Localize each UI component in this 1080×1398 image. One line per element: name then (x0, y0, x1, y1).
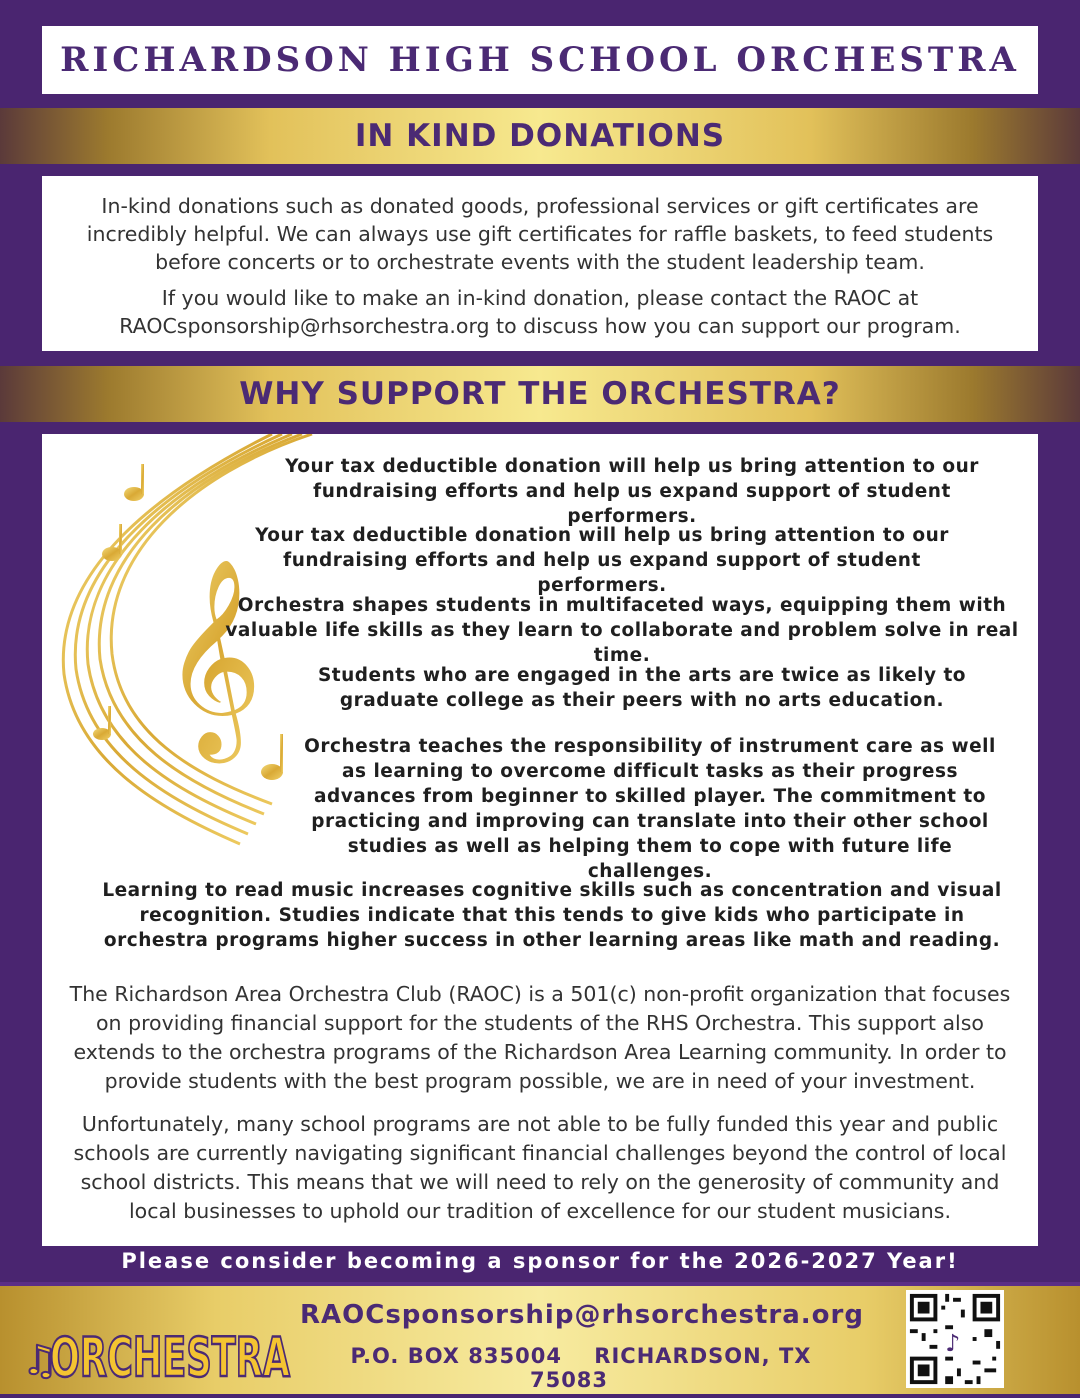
city-state-zip: RICHARDSON, TX 75083 (529, 1344, 812, 1392)
why-point: Orchestra shapes students in multifaceted ways, equipping them with valuable life skills as they learn to collaborate and problem solve in real time. (225, 595, 1019, 666)
sponsor-call-to-action: Please consider becoming a sponsor for the 2026-2027 Year! (121, 1249, 959, 1273)
why-point: Your tax deductible donation will help us bring attention to our fundraising efforts and help us expand support of student performers. (285, 456, 979, 527)
funding-paragraph: Unfortunately, many school programs are not able to be fully funded this year and public schools are currently navigating significant financial challenges beyond the control of local school districts. This means that we will need to rely on the generosity of community and local businesses to uphold our tradition of excellence for our student musicians. (73, 1112, 1007, 1223)
why-point: Orchestra teaches the responsibility of instrument care as well as learning to overcome difficult tasks as their progress advances from beginner to skilled player. The commitment to practicing and improving can translate into their other school studies as well as helping them to cope with future life challenges. (304, 736, 996, 882)
qr-code[interactable] (906, 1290, 1004, 1388)
logo-text: ORCHESTRA (50, 1326, 291, 1389)
sponsor-email[interactable]: RAOCsponsorship@rhsorchestra.org (300, 1300, 864, 1330)
po-box: P.O. BOX 835004 (350, 1344, 562, 1368)
why-point: Learning to read music increases cognitive skills such as concentration and visual recognition. Studies indicate that this tends to give kids who participate in orchestra programs higher success in other learning areas like math and reading. (102, 880, 1002, 951)
svg-text:♪: ♪ (945, 1328, 961, 1357)
page-title: RICHARDSON HIGH SCHOOL ORCHESTRA (60, 40, 1020, 80)
in-kind-heading: IN KIND DONATIONS (354, 118, 726, 154)
in-kind-contact-paragraph: If you would like to make an in-kind donation, please contact the RAOC at RAOCsponsorship@rhsorchestra.org to discuss how you can support our program. (119, 286, 961, 338)
title-banner (42, 26, 1038, 94)
why-point: Students who are engaged in the arts are twice as likely to graduate college as their peers with no arts education. (317, 665, 967, 711)
why-section (42, 434, 1038, 1246)
mailing-address (300, 1344, 850, 1392)
in-kind-paragraph: In-kind donations such as donated goods, professional services or gift certificates are incredibly helpful. We can always use gift certificates for raffle baskets, to feed students before concerts or to orchestrate events with the student leadership team. (86, 194, 994, 274)
svg-text:♫: ♫ (22, 1338, 58, 1384)
orchestra-logo (22, 1294, 297, 1389)
footer (0, 1282, 1080, 1394)
svg-text:𝄞: 𝄞 (162, 557, 263, 755)
raoc-paragraph: The Richardson Area Orchestra Club (RAOC) is a 501(c) non-profit organization that focuses on providing financial support for the students of the RHS Orchestra. This support also extends to the orchestra programs of the Richardson Area Learning community. In order to provide students with the best program possible, we are in need of your investment. (69, 982, 1011, 1093)
in-kind-heading-bar (0, 108, 1080, 164)
why-heading: WHY SUPPORT THE ORCHESTRA? (239, 376, 841, 412)
in-kind-section (42, 176, 1038, 351)
why-heading-bar (0, 366, 1080, 422)
why-point: Your tax deductible donation will help us bring attention to our fundraising efforts and help us expand support of student performers. (255, 525, 949, 596)
